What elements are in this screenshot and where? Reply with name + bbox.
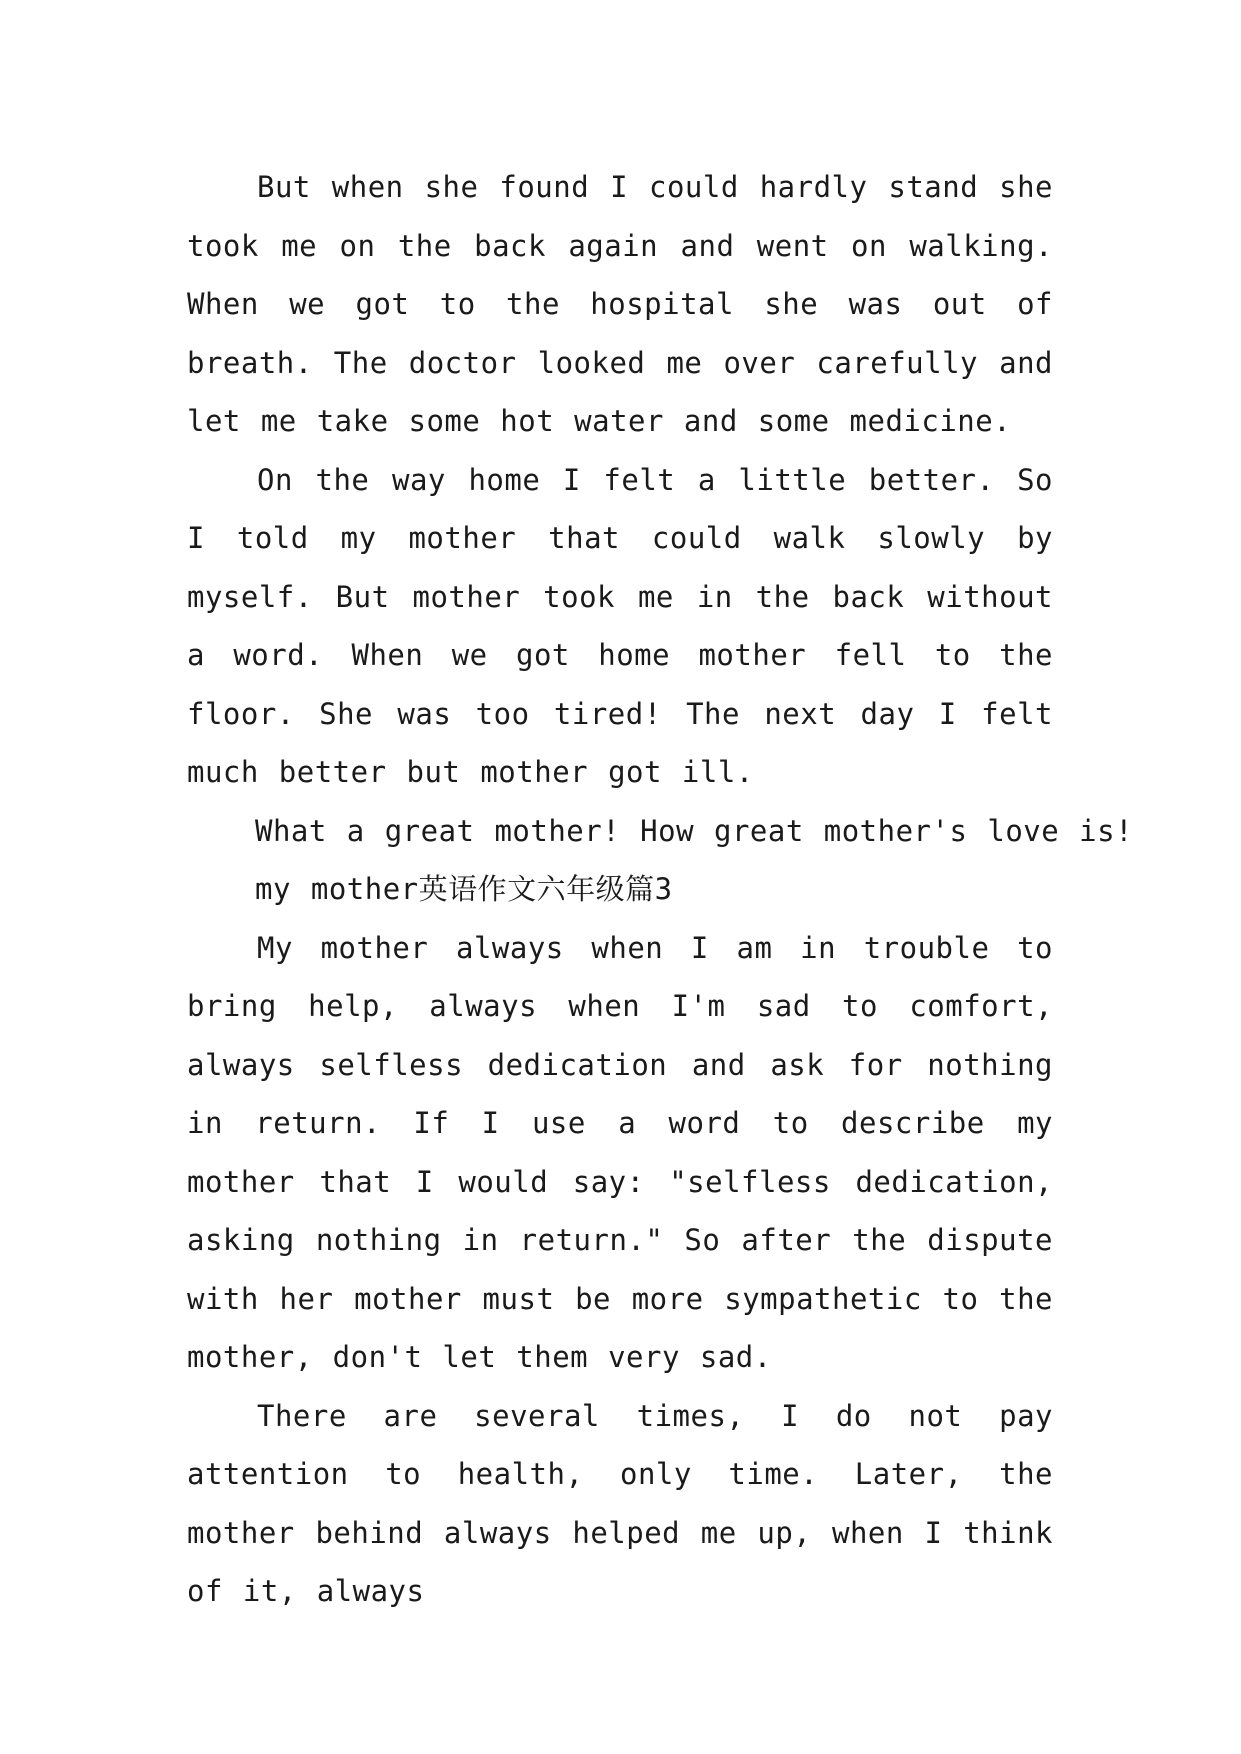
paragraph-hospital: But when she found I could hardly stand she took me on the back again and went on walking. When we got to the hospital she was out of breath. The doctor looked me over carefully and let me take some hot water and some medicine. <box>187 170 1053 438</box>
section-heading: my mother英语作文六年级篇3 <box>255 872 673 906</box>
paragraph-selfless-dedication: My mother always when I am in trouble to bring help, always when I'm sad to comfort, always selfless dedication and ask for nothing in return. If I use a word to describe my mother that I would say: "selfless dedication, asking nothing in return." So after the dispute with her mother must be more sympathetic to the mother, don't let them very sad. <box>187 930 1053 1374</box>
document-body <box>187 158 1134 1621</box>
paragraph-way-home: On the way home I felt a little better. So I told my mother that could walk slowly by myself. But mother took me in the back without a word. When we got home mother fell to the floor. She was too tired! The next day I felt much better but mother got ill. <box>187 462 1053 789</box>
paragraph-great-mother: What a great mother! How great mother's love is! <box>255 813 1134 848</box>
paragraph-health: There are several times, I do not pay attention to health, only time. Later, the mother behind always helped me up, when I think of it, always <box>187 1398 1053 1608</box>
